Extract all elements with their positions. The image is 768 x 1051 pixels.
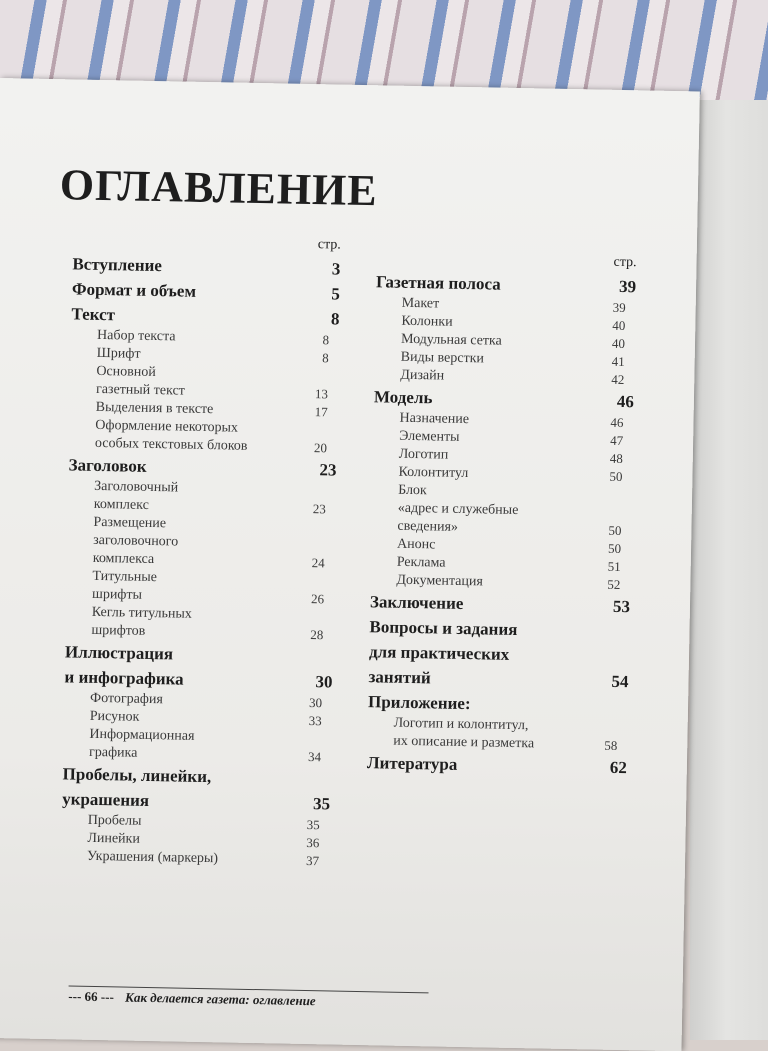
- toc-entry-title: Вступление: [72, 254, 163, 276]
- toc-page-number: 50: [607, 540, 622, 557]
- toc-entry-title: Колонтитул: [398, 464, 469, 482]
- toc-page-number: 40: [611, 335, 626, 352]
- toc-page-number: 54: [611, 671, 629, 692]
- toc-entry-title: украшения: [61, 789, 150, 810]
- toc-entry-title: «адрес и служебные: [397, 500, 519, 519]
- toc-entry-title: занятий: [368, 667, 432, 688]
- toc-entry-title: для практических: [368, 642, 510, 664]
- toc-page-number: 30: [315, 672, 333, 692]
- toc-page-number: 46: [616, 391, 635, 412]
- toc-page-number: 13: [314, 386, 329, 402]
- toc-page-number: 39: [612, 299, 626, 316]
- toc-section: [64, 639, 335, 694]
- toc-entry-title: Анонс: [396, 536, 436, 553]
- toc-entry-title: Оформление некоторых: [95, 417, 239, 436]
- toc-entry-title: Реклама: [396, 554, 446, 571]
- footer-running-title: Как делается газета: оглавление: [124, 989, 316, 1009]
- toc-entry-title: шрифтов: [91, 622, 146, 639]
- toc-page-number: 52: [607, 576, 621, 593]
- toc-entry-title: Блок: [398, 482, 427, 499]
- toc-subsection: [63, 725, 334, 766]
- toc-page-number: 8: [322, 350, 329, 366]
- toc-entry-title: Основной: [96, 363, 156, 381]
- toc-page-number: 37: [305, 853, 320, 869]
- toc-subsection: [66, 567, 337, 608]
- page-footer: [68, 985, 428, 1011]
- toc-page-number: 34: [307, 749, 322, 765]
- toc-entry-title: Фотография: [89, 690, 164, 708]
- toc-subsection: [69, 416, 340, 457]
- toc-entry-title: заголовочного: [92, 532, 179, 550]
- toc-entry-title: Размещение: [93, 514, 167, 532]
- toc-entry-title: Литература: [366, 753, 458, 774]
- toc-entry-title: Заголовок: [68, 455, 147, 476]
- toc-entry-title: комплекса: [92, 550, 155, 568]
- toc-section: [62, 761, 333, 816]
- toc-entry-title: Газетная полоса: [375, 272, 501, 294]
- page-label: стр.: [613, 254, 637, 271]
- toc-entry-title: Модель: [373, 387, 433, 408]
- toc-entry-title: Дизайн: [400, 367, 445, 384]
- toc-entry-title: Логотип: [398, 446, 449, 463]
- toc-page-number: 51: [607, 558, 621, 575]
- toc-entry-title: Макет: [401, 295, 440, 312]
- toc-entry-title: Пробелы, линейки,: [62, 764, 212, 787]
- toc-subsection: [371, 481, 634, 540]
- toc-page-number: 47: [610, 432, 624, 449]
- footer-page-number: --- 66 ---: [68, 988, 115, 1005]
- toc-subsection: [61, 847, 331, 870]
- toc-entry-title: Текст: [71, 304, 116, 325]
- toc-page-number: 39: [618, 276, 637, 297]
- toc-section: [368, 614, 631, 694]
- toc-entry-title: Титульные: [92, 568, 158, 586]
- book-page: [0, 78, 700, 1051]
- toc-entry-title: Линейки: [87, 830, 141, 847]
- toc-page-number: 50: [609, 468, 623, 485]
- toc-page-number: 48: [609, 450, 623, 467]
- toc-entry-title: Украшения (маркеры): [86, 848, 219, 867]
- toc-entry-title: Рисунок: [89, 708, 140, 725]
- toc-page-number: 20: [313, 440, 328, 456]
- toc-page-number: 23: [312, 501, 326, 517]
- toc-entry-title: их описание и разметка: [393, 733, 535, 752]
- toc-subsection: [65, 603, 336, 644]
- toc-page-number: 30: [308, 695, 323, 711]
- toc-page-number: 40: [612, 317, 626, 334]
- toc-entry-title: шрифты: [91, 586, 143, 603]
- toc-page-number: 42: [611, 371, 625, 388]
- toc-subsection: [367, 714, 630, 755]
- toc-entry-title: Колонки: [401, 313, 453, 330]
- toc-entry-title: Набор текста: [96, 327, 176, 345]
- toc-page-number: 35: [306, 817, 320, 833]
- toc-entry-title: Формат и объем: [71, 279, 197, 301]
- toc-entry-title: Виды верстки: [400, 349, 485, 367]
- toc-entry-title: газетный текст: [95, 381, 185, 399]
- toc-entry-title: Пробелы: [87, 812, 142, 829]
- toc-page-number: 41: [611, 353, 625, 370]
- toc-right-column: [367, 247, 639, 780]
- toc-page-number: 24: [311, 555, 325, 571]
- toc-page-number: 35: [312, 794, 331, 814]
- page-title: ОГЛАВЛЕНИЕ: [59, 160, 379, 216]
- toc-entry-title: Шрифт: [96, 345, 141, 362]
- toc-page-number: 23: [319, 460, 337, 480]
- toc-entry-title: Модульная сетка: [400, 331, 502, 349]
- toc-subsection: [67, 513, 338, 572]
- toc-page-number: 36: [306, 835, 320, 851]
- toc-entry-title: Элементы: [399, 428, 460, 445]
- toc-page-number: 8: [330, 309, 340, 329]
- toc-page-number: 26: [310, 591, 325, 607]
- toc-left-list: [61, 251, 343, 870]
- toc-page-number: 8: [322, 332, 330, 348]
- toc-entry-title: Заключение: [369, 592, 464, 613]
- toc-page-number: 46: [610, 414, 624, 431]
- toc-entry-title: Вопросы и задания: [369, 617, 518, 640]
- toc-page-number: 17: [314, 404, 328, 420]
- toc-entry-title: Заголовочный: [94, 478, 179, 496]
- toc-entry-title: Приложение:: [367, 692, 471, 714]
- toc-page-number: 28: [310, 627, 324, 643]
- toc-entry-title: Иллюстрация: [64, 642, 174, 664]
- toc-entry-title: Выделения в тексте: [95, 399, 214, 418]
- toc-section: [367, 750, 629, 780]
- toc-page-number: 50: [608, 522, 622, 539]
- toc-subsection: [70, 362, 341, 403]
- toc-entry-title: Кегль титульных: [91, 604, 193, 622]
- toc-page-number: 5: [331, 284, 341, 304]
- next-page-edge: [690, 100, 768, 1040]
- toc-entry-title: и инфографика: [64, 667, 184, 689]
- page-label: стр.: [317, 237, 341, 253]
- toc-page-number: 58: [604, 737, 618, 753]
- toc-entry-title: Назначение: [399, 410, 470, 428]
- toc-right-list: [367, 269, 639, 780]
- toc-entry-title: Документация: [396, 572, 484, 590]
- toc-entry-title: графика: [88, 744, 138, 761]
- toc-subsection: [68, 477, 339, 518]
- toc-entry-title: Логотип и колонтитул,: [393, 715, 529, 734]
- toc-entry-title: сведения»: [397, 518, 459, 535]
- toc-page-number: 33: [308, 713, 322, 729]
- toc-page-number: 62: [609, 757, 628, 778]
- toc-page-number: 53: [612, 596, 631, 617]
- toc-page-number: 3: [331, 259, 341, 279]
- toc-entry-title: комплекс: [93, 496, 150, 513]
- toc-left-column: [61, 229, 343, 870]
- toc-entry-title: особых текстовых блоков: [94, 435, 248, 454]
- toc-entry-title: Информационная: [89, 726, 195, 744]
